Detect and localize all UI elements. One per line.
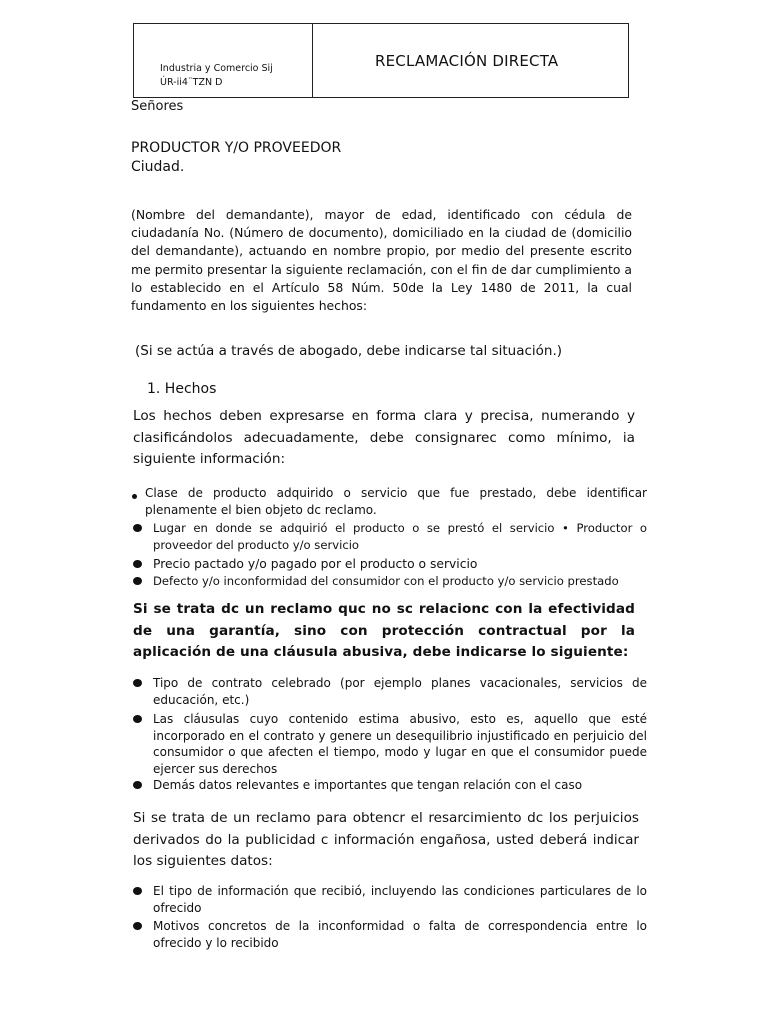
list-item: [133, 573, 647, 590]
addressee: [131, 139, 341, 177]
company-name: [160, 62, 273, 90]
list-item-text: Defecto y/o inconformidad del consumidor con el producto y/o servicio prestado: [153, 573, 619, 588]
header-company-cell: [134, 24, 313, 97]
list-item-text: Clase de producto adquirido o servicio que fue prestado, debe identificar plenamente el bien objeto dc reclamo.: [145, 486, 647, 517]
facts-intro-paragraph: Los hechos deben expresarse en forma clara y precisa, numerando y clasificándolos adecuadamente, debe consignarec como mínimo, ia siguiente información:: [133, 408, 635, 467]
section-heading-facts: 1. Hechos: [147, 381, 217, 397]
addressee-line-2: Ciudad.: [131, 159, 185, 175]
facts-list: [133, 485, 647, 589]
bullet-icon: [133, 560, 142, 568]
list-item: [133, 883, 647, 916]
bullet-icon: [133, 922, 142, 930]
bullet-icon: [132, 494, 137, 499]
advertising-intro-paragraph: Si se trata de un reclamo para obtencr el resarcimiento dc los perjuicios derivados do la publicidad c información engañosa, usted deberá indicar los siguientes datos:: [133, 810, 639, 869]
header-table: [133, 23, 629, 98]
addressee-line-1: PRODUCTOR Y/O PROVEEDOR: [131, 140, 342, 156]
company-line-2: ÚR-ii4¨TZN D: [160, 77, 223, 88]
list-item: [133, 485, 647, 518]
list-item: [133, 556, 647, 573]
list-item: [133, 777, 647, 794]
document-title: RECLAMACIÓN DIRECTA: [375, 52, 559, 70]
intro-paragraph: (Nombre del demandante), mayor de edad, identificado con cédula de ciudadanía No. (Número de documento), domiciliado en la ciudad de (domicilio del demandante), actuando en nombre propio, por medio del presente escrito me permito presentar la siguiente reclamación, con el fin de dar cumplimiento a lo establecido en el Artículo 58 Núm. 50de la Ley 1480 de 2011, la cual fundamento en los siguientes hechos:: [131, 207, 632, 314]
list-item-text: El tipo de información que recibió, incluyendo las condiciones particulares de lo ofrecido: [153, 884, 647, 915]
bullet-icon: [133, 887, 142, 895]
advertising-list: [133, 883, 647, 951]
salutation: Señores: [131, 99, 184, 114]
header-title-cell: [313, 24, 628, 97]
bullet-icon: [133, 715, 142, 723]
warranty-list: [133, 675, 647, 794]
warranty-intro-paragraph: Si se trata dc un reclamo quc no sc relacionc con la efectividad de una garantía, sino con protección contractual por la aplicación de una cláusula abusiva, debe indicarse lo siguiente:: [133, 601, 635, 660]
list-item-text: Demás datos relevantes e importantes que tengan relación con el caso: [153, 778, 583, 792]
list-item-text: Tipo de contrato celebrado (por ejemplo planes vacacionales, servicios de educación, etc.): [153, 676, 647, 707]
list-item: [133, 711, 647, 777]
bullet-icon: [133, 679, 142, 687]
list-item: [133, 675, 647, 708]
lawyer-note: (Si se actúa a través de abogado, debe indicarse tal situación.): [135, 343, 563, 359]
list-item-text: Las cláusulas cuyo contenido estima abusivo, esto es, aquello que esté incorporado en el contrato y genere un desequilibrio injustificado en perjuicio del consumidor o que afecten el tiempo, modo y lugar en que el consumidor puede ejercer sus derechos: [153, 712, 647, 776]
bullet-icon: [133, 524, 142, 532]
list-item-text: Lugar en donde se adquirió el producto o se prestó el servicio • Productor o proveedor del producto y/o servicio: [153, 521, 647, 552]
list-item: [133, 520, 647, 553]
list-item: [133, 918, 647, 951]
bullet-icon: [133, 577, 142, 585]
list-item-text: Motivos concretos de la inconformidad o falta de correspondencia entre lo ofrecido y lo recibido: [153, 919, 647, 950]
company-line-1: Industria y Comercio Sij: [160, 63, 273, 74]
bullet-icon: [133, 781, 142, 789]
list-item-text: Precio pactado y/o pagado por el producto o servicio: [153, 557, 478, 571]
